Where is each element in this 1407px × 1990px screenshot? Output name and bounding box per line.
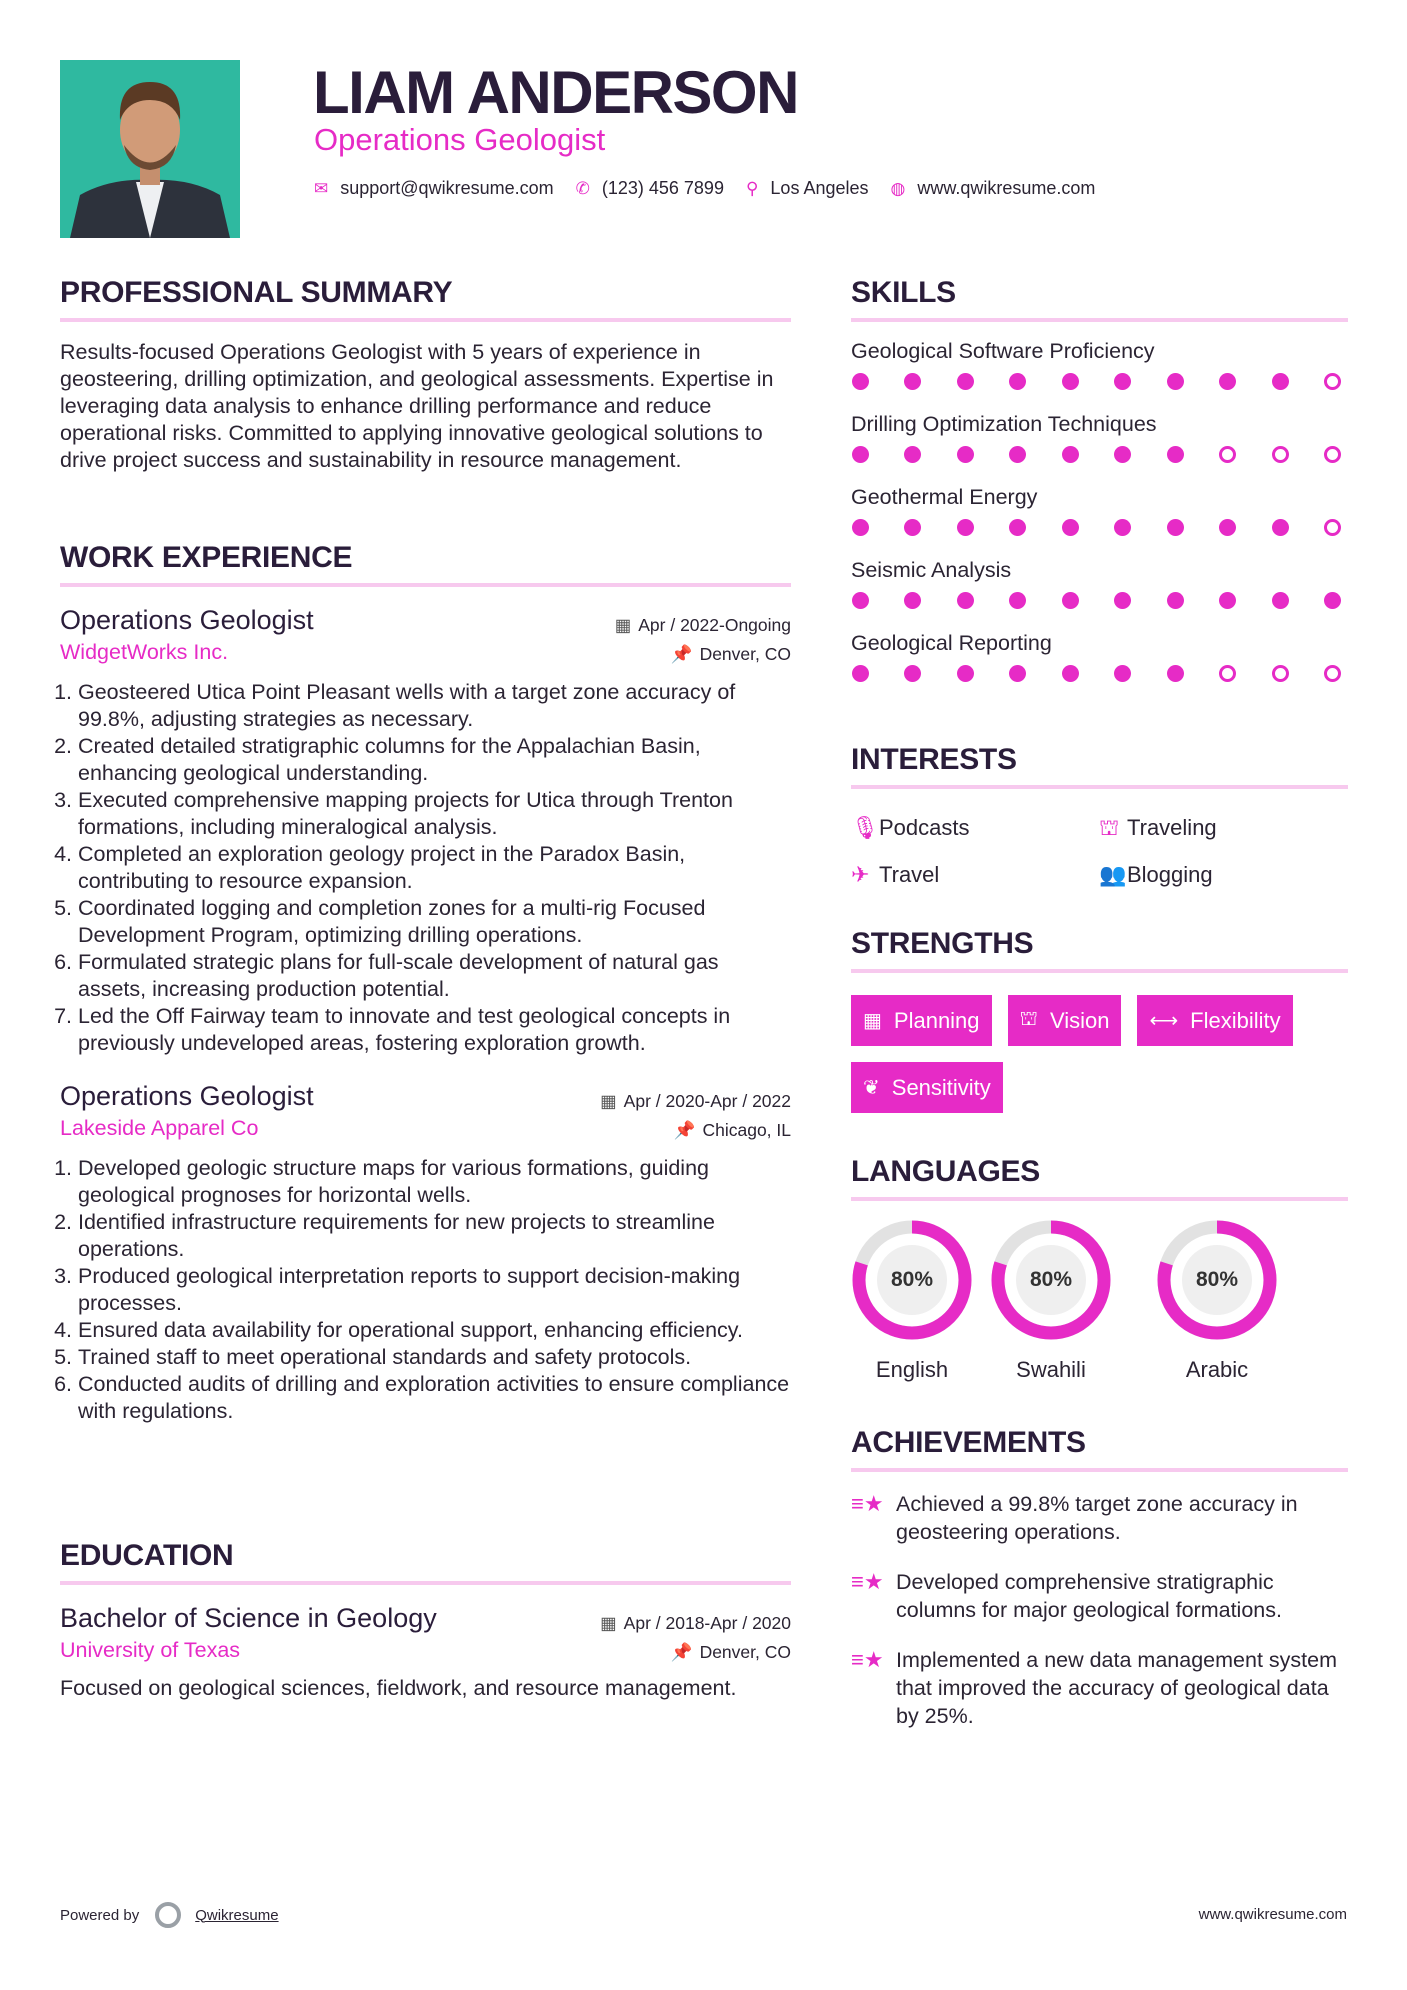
section-heading: ACHIEVEMENTS: [851, 1426, 1086, 1459]
company-name: Lakeside Apparel Co: [60, 1116, 259, 1140]
language-donut: [990, 1219, 1112, 1341]
plane-icon: ✈: [851, 862, 870, 887]
skill-rating: [852, 665, 1341, 682]
rating-dot-filled: [957, 592, 974, 609]
language-percent: 80%: [1195, 1268, 1239, 1291]
section-heading: PROFESSIONAL SUMMARY: [60, 276, 453, 309]
job-entry: [60, 605, 791, 1057]
pin-icon: 📌: [670, 1642, 693, 1662]
language-item: [1134, 1219, 1300, 1383]
achievement-item: [851, 1490, 1348, 1546]
rating-dot-filled: [1219, 592, 1236, 609]
skill-rating: [852, 592, 1341, 609]
rating-dot-filled: [852, 665, 869, 682]
bullet-item: 5. Trained staff to meet operational standards and safety protocols.: [78, 1344, 791, 1371]
calendar-icon: ▦: [600, 1613, 617, 1633]
job-subheader: [60, 1116, 791, 1141]
rating-dot-filled: [904, 592, 921, 609]
rating-dot-empty: [1324, 519, 1341, 536]
skill-rating: [852, 373, 1341, 390]
interest-label: Travel: [879, 862, 940, 887]
rating-dot-filled: [1167, 519, 1184, 536]
bullet-item: 3. Produced geological interpretation reports to support decision-making processes.: [78, 1263, 791, 1317]
language-name: English: [875, 1357, 949, 1382]
rating-dot-filled: [1167, 592, 1184, 609]
language-percent: 80%: [890, 1268, 934, 1291]
bullet-item: 3. Executed comprehensive mapping projects for Utica through Trenton formations, including mineralogical analysis.: [78, 787, 791, 841]
language-name: Arabic: [1185, 1357, 1249, 1382]
rating-dot-filled: [1167, 446, 1184, 463]
strength-chip: [1137, 995, 1292, 1046]
job-location: [671, 644, 791, 665]
divider: [851, 318, 1348, 322]
summary-text: Results-focused Operations Geologist with 5 years of experience in geosteering, drilling optimization, and geological assessments. Expertise in leveraging data analysis to enhance drilling performance and reduce operational risks. Committed to applying innovative geological solutions to drive project success and sustainability in resource management.: [60, 340, 774, 472]
rating-dot-filled: [1219, 373, 1236, 390]
job-dates: [600, 1091, 791, 1112]
strength-label: Planning: [893, 1007, 980, 1033]
brand-link[interactable]: Qwikresume: [195, 1906, 279, 1924]
rating-dot-filled: [1324, 592, 1341, 609]
job-title: Operations Geologist: [60, 1081, 314, 1111]
pin-icon: 📌: [670, 644, 693, 664]
job-bullets: [60, 679, 791, 1057]
languages-section: [851, 1155, 1348, 1383]
rating-dot-empty: [1219, 446, 1236, 463]
rating-dot-filled: [1114, 592, 1131, 609]
job-dates: [615, 615, 791, 636]
skills-section: [851, 276, 1348, 704]
rating-dot-filled: [852, 446, 869, 463]
calendar-icon: ▦: [600, 1091, 617, 1111]
binoculars-icon: ⛫: [1099, 815, 1120, 840]
rating-dot-filled: [1009, 519, 1026, 536]
contact-item[interactable]: www.qwikresume.com: [917, 178, 1096, 198]
footer-website: www.qwikresume.com: [1198, 1906, 1347, 1923]
divider: [851, 969, 1348, 973]
divider: [851, 785, 1348, 789]
rating-dot-empty: [1324, 373, 1341, 390]
rating-dot-filled: [957, 665, 974, 682]
contact-item[interactable]: support@qwikresume.com: [340, 178, 554, 198]
rating-dot-filled: [852, 373, 869, 390]
language-donut: [1156, 1219, 1278, 1341]
rating-dot-filled: [904, 446, 921, 463]
rating-dot-empty: [1324, 665, 1341, 682]
rating-dot-filled: [1114, 519, 1131, 536]
rating-dot-filled: [1062, 373, 1079, 390]
rating-dot-filled: [1114, 373, 1131, 390]
strength-label: Vision: [1049, 1007, 1110, 1033]
dates-text: Apr / 2020-Apr / 2022: [623, 1091, 791, 1111]
rating-dot-filled: [957, 446, 974, 463]
bullet-item: 2. Identified infrastructure requirements for new projects to streamline operations.: [78, 1209, 791, 1263]
calendar-icon: ▦: [863, 1010, 882, 1032]
divider: [60, 318, 791, 322]
star-icon: ≡★: [851, 1491, 884, 1516]
bullet-item: 4. Ensured data availability for operational support, enhancing efficiency.: [78, 1317, 791, 1344]
envelope-icon: ✉: [314, 178, 329, 198]
divider: [851, 1197, 1348, 1201]
contact-item: Los Angeles: [770, 178, 869, 198]
job-entry: [60, 1081, 791, 1425]
section-heading: EDUCATION: [60, 1539, 234, 1572]
rating-dot-filled: [904, 373, 921, 390]
location-text: Chicago, IL: [702, 1120, 791, 1140]
skill-rating: [852, 519, 1341, 536]
interest-item: [1099, 862, 1299, 888]
rating-dot-filled: [904, 665, 921, 682]
skill-name: Drilling Optimization Techniques: [851, 412, 1157, 436]
rating-dot-filled: [1272, 373, 1289, 390]
dates-text: Apr / 2022-Ongoing: [638, 615, 791, 635]
job-bullets: [60, 1155, 791, 1425]
contact-bar: [314, 178, 1117, 199]
degree: Bachelor of Science in Geology: [60, 1603, 437, 1633]
rating-dot-empty: [1272, 446, 1289, 463]
skill-name: Geological Reporting: [851, 631, 1052, 655]
education-dates: Apr / 2018-Apr / 2020: [623, 1613, 791, 1633]
phone-icon: ✆: [575, 178, 590, 198]
education-description: Focused on geological sciences, fieldwork, and resource management.: [60, 1676, 737, 1700]
language-percent: 80%: [1029, 1268, 1073, 1291]
achievement-item: [851, 1646, 1348, 1730]
rating-dot-filled: [1062, 446, 1079, 463]
bullet-item: 6. Conducted audits of drilling and exploration activities to ensure compliance with regulations.: [78, 1371, 791, 1425]
section-heading: WORK EXPERIENCE: [60, 541, 353, 574]
strength-chip: [851, 995, 992, 1046]
section-heading: SKILLS: [851, 276, 956, 309]
arrows-h-icon: ⟷: [1149, 1010, 1179, 1032]
powered-by-label: Powered by: [60, 1906, 140, 1924]
experience-section: [60, 541, 791, 1425]
profile-photo: [60, 60, 240, 238]
strength-label: Flexibility: [1190, 1007, 1281, 1033]
language-name: Swahili: [1016, 1357, 1086, 1382]
interest-item: [851, 815, 1099, 844]
achievement-item: [851, 1568, 1348, 1624]
rating-dot-empty: [1272, 665, 1289, 682]
rating-dot-filled: [1009, 373, 1026, 390]
bullet-item: 5. Coordinated logging and completion zones for a multi-rig Focused Development Program, optimizing drilling operations.: [78, 895, 791, 949]
skill-name: Geological Software Proficiency: [851, 339, 1155, 363]
rating-dot-filled: [1062, 519, 1079, 536]
candidate-title: Operations Geologist: [314, 122, 606, 157]
rating-dot-filled: [852, 592, 869, 609]
job-header: [60, 605, 791, 636]
rating-dot-filled: [1272, 592, 1289, 609]
achievement-text: Achieved a 99.8% target zone accuracy in geosteering operations.: [896, 1492, 1298, 1544]
star-icon: ≡★: [851, 1647, 884, 1672]
calendar-icon: ▦: [614, 615, 632, 635]
star-icon: ≡★: [851, 1569, 884, 1594]
rating-dot-empty: [1219, 665, 1236, 682]
rating-dot-filled: [1009, 446, 1026, 463]
bullet-item: 1. Geosteered Utica Point Pleasant wells with a target zone accuracy of 99.8%, adjusting strategies as necessary.: [78, 679, 791, 733]
education-section: [60, 1539, 791, 1702]
interest-label: Podcasts: [879, 815, 970, 840]
contact-item[interactable]: (123) 456 7899: [601, 178, 724, 198]
interest-item: [1099, 815, 1299, 844]
divider: [60, 1581, 791, 1585]
users-icon: 👥: [1099, 862, 1127, 887]
rating-dot-filled: [1114, 446, 1131, 463]
rating-dot-filled: [1009, 592, 1026, 609]
bullet-item: 2. Created detailed stratigraphic columns for the Appalachian Basin, enhancing geological understanding.: [78, 733, 791, 787]
language-donut: [851, 1219, 973, 1341]
interest-item: [851, 862, 1099, 888]
rating-dot-filled: [1062, 665, 1079, 682]
qwikresume-logo-icon: [155, 1902, 181, 1928]
strength-chip: [851, 1062, 1003, 1113]
rating-dot-filled: [1062, 592, 1079, 609]
strength-chip: [1008, 995, 1122, 1046]
location-text: Denver, CO: [699, 644, 791, 664]
skill-name: Geothermal Energy: [851, 485, 1038, 509]
skill-name: Seismic Analysis: [851, 558, 1012, 582]
language-item: [968, 1219, 1134, 1383]
rating-dot-filled: [852, 519, 869, 536]
section-heading: STRENGTHS: [851, 927, 1034, 960]
interest-label: Traveling: [1127, 815, 1217, 840]
rating-dot-filled: [957, 519, 974, 536]
job-subheader: [60, 640, 791, 665]
strength-label: Sensitivity: [891, 1074, 991, 1100]
achievement-text: Developed comprehensive stratigraphic columns for major geological formations.: [896, 1570, 1282, 1622]
map-pin-icon: ⚲: [745, 178, 759, 198]
company-name: WidgetWorks Inc.: [60, 640, 229, 664]
education-location: Denver, CO: [699, 1642, 791, 1662]
bullet-item: 6. Formulated strategic plans for full-scale development of natural gas assets, increasing production potential.: [78, 949, 791, 1003]
bullet-item: 7. Led the Off Fairway team to innovate and test geological concepts in previously undeveloped areas, fostering exploration growth.: [78, 1003, 791, 1057]
rating-dot-filled: [957, 373, 974, 390]
microphone-icon: 🎙: [851, 815, 879, 840]
job-location: [674, 1120, 791, 1141]
divider: [851, 1468, 1348, 1472]
rating-dot-filled: [1167, 665, 1184, 682]
divider: [60, 583, 791, 587]
binoculars-icon: ⛫: [1019, 1008, 1038, 1030]
rating-dot-filled: [1219, 519, 1236, 536]
rating-dot-filled: [904, 519, 921, 536]
section-heading: INTERESTS: [851, 743, 1017, 776]
achievement-text: Implemented a new data management system that improved the accuracy of geological data by 25%.: [896, 1648, 1337, 1728]
pin-icon: 📌: [673, 1120, 696, 1140]
interests-section: [851, 743, 1348, 888]
strengths-section: [851, 927, 1348, 1113]
bullet-item: 4. Completed an exploration geology project in the Paradox Basin, contributing to resource expansion.: [78, 841, 791, 895]
rating-dot-filled: [1114, 665, 1131, 682]
language-item: [851, 1219, 968, 1383]
school: University of Texas: [60, 1638, 241, 1662]
job-title: Operations Geologist: [60, 605, 314, 635]
footer-powered: [60, 1902, 279, 1928]
rating-dot-filled: [1272, 519, 1289, 536]
section-heading: LANGUAGES: [851, 1155, 1040, 1188]
rating-dot-filled: [1009, 665, 1026, 682]
candidate-name: LIAM ANDERSON: [313, 59, 798, 126]
person-portrait-icon: [60, 60, 240, 238]
leaf-icon: ❦: [863, 1077, 880, 1099]
globe-icon: ◍: [890, 178, 906, 198]
skill-rating: [852, 446, 1341, 463]
job-header: [60, 1081, 791, 1112]
achievements-section: [851, 1426, 1348, 1730]
rating-dot-filled: [1167, 373, 1184, 390]
rating-dot-empty: [1324, 446, 1341, 463]
interest-label: Blogging: [1127, 862, 1213, 887]
bullet-item: 1. Developed geologic structure maps for various formations, guiding geological prognoses for horizontal wells.: [78, 1155, 791, 1209]
summary-section: [60, 276, 791, 474]
